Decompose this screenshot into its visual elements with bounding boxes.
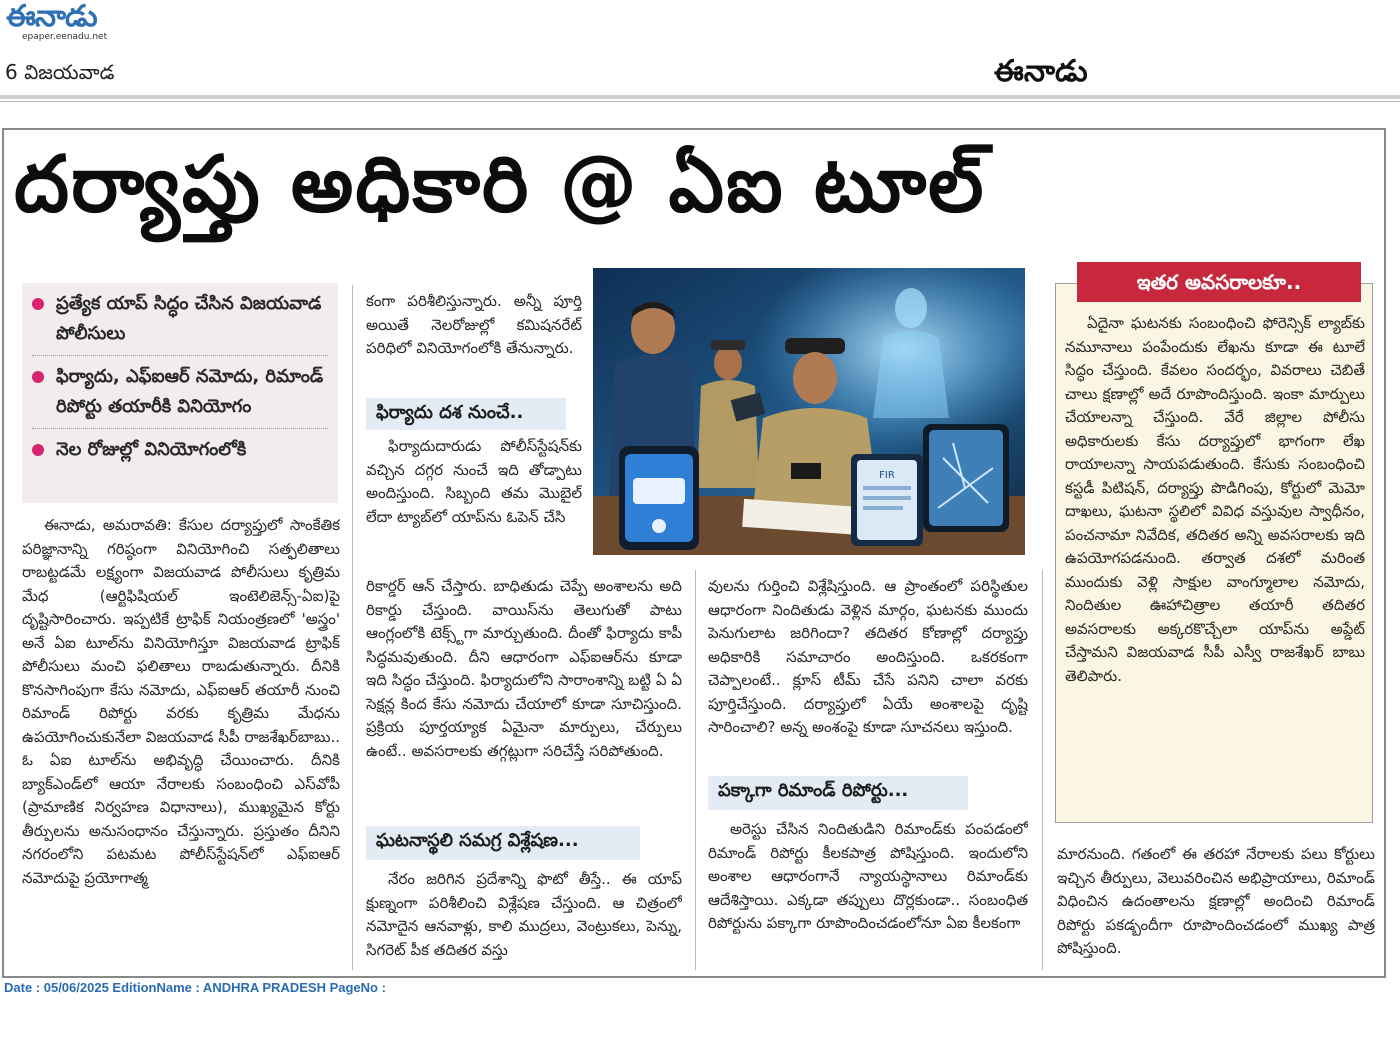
- highlight-item: ఫిర్యాదు, ఎఫ్ఐఆర్ నమోదు, రిమాండ్ రిపోర్టు తయారీకి వినియోగం: [32, 362, 328, 429]
- highlight-item: ప్రత్యేక యాప్ సిద్ధం చేసిన విజయవాడ పోలీసులు: [32, 289, 328, 356]
- article-column-2-last: నేరం జరిగిన ప్రదేశాన్ని ఫొటో తీస్తే.. ఈ యాప్ క్షుణ్నంగా పరిశీలించి విశ్లేషణ చేస్తుంది. ఆ చిత్రంలో నమోదైన ఆనవాళ్లు, కాలి ముద్రలు, వెంట్రుకలు, పెన్ను, సిగరెట్ పీక తదితర వస్తు: [366, 870, 682, 959]
- fir-screen-label: FIR: [879, 470, 895, 481]
- epaper-url[interactable]: epaper.eenadu.net: [22, 32, 108, 42]
- newspaper-masthead: ఈనాడు: [994, 54, 1088, 89]
- article-column-2-top: కంగా పరిశీలిస్తున్నారు. అన్నీ పూర్తి అయితే నెలరోజుల్లో కమిషనరేట్ పరిధిలో వినియోగంలోకి తేనున్నారు.: [366, 292, 582, 357]
- bullet-dot-icon: [32, 444, 44, 456]
- top-rule: [0, 95, 1400, 99]
- bullet-dot-icon: [32, 298, 44, 310]
- sidebar-text: ఏదైనా ఘటనకు సంబంధించి ఫోరెన్సిక్ ల్యాబ్‌కు నమూనాలు పంపేందుకు లేఖను కూడా ఈ టూలే సిద్ధం చేస్తుంది. కేవలం సందర్భం, వివరాలు చెబితే చాలు క్షణాల్లో అదే రూపొందిస్తుంది. ఇంకా మార్పులు చేయాలన్నా చేస్తుంది. వేరే జిల్లాల పోలీసు అధికారులకు కేసు దర్యాప్తులో భాగంగా లేఖ రాయాలన్నా సాయపడుతుంది. కేసుకు సంబంధించి కస్టడీ పిటిషన్, దర్యాప్తు పొడిగింపు, కోర్టులో మెమో దాఖలు, ఘటనా స్థలిలో వివిధ వస్తువుల స్వాధీనం, పంచనామా నివేదిక, తదితర అన్ని అవసరాలకు ఇది ఉపయోగపడనుంది. తర్వాత దశలో మరింత ముందుకు వెళ్లి సాక్షుల వాంగ్మూలాల నమోదు, నిందితుల ఊహాచిత్రాల తయారీ తదితర అవసరాలకు అక్కరకొచ్చేలా యాప్‌ను అప్డేట్ చేస్తామని విజయవాడ సీపీ ఎస్వీ రాజశేఖర్ బాబు తెలిపారు.: [1065, 314, 1365, 685]
- police-ai-illustration: [593, 268, 1025, 555]
- highlight-item: నెల రోజుల్లో వినియోగంలోకి: [32, 435, 328, 471]
- article-headline: దర్యాప్తు అధికారి @ ఏఐ టూల్: [14, 140, 986, 230]
- article-column-2-bottom: రికార్డర్ ఆన్ చేస్తారు. బాధితుడు చెప్పే అంశాలను అది రికార్డు చేస్తుంది. వాయిస్‌ను తెలుగుతో పాటు ఆంగ్లంలోకి టెక్స్ట్‌గా మార్చుతుంది. దీంతో ఫిర్యాదు కాపీ సిద్ధమవుతుంది. దీని ఆధారంగా ఎఫ్ఐఆర్‌ను కూడా ఇది సిద్ధం చేస్తుంది. ఫిర్యాదులోని సారాంశాన్ని బట్టి ఏ ఏ సెక్షన్ల కింద కేసు నమోదు చేయాలో కూడా సూచిస్తుంది. ప్రక్రియ పూర్తయ్యాక ఏమైనా మార్పులు, చేర్పులు ఉంటే.. అవసరాలకు తగ్గట్లుగా సరిచేస్తే సరిపోతుంది.: [366, 577, 682, 760]
- article-column-3-top: వులను గుర్తించి విశ్లేషిస్తుంది. ఆ ప్రాంతంలో పరిస్థితుల ఆధారంగా నిందితుడు వెళ్లిన మార్గం, ఘటనకు ముందు పెనుగులాట జరిగిందా? తదితర కోణాల్లో దర్యాప్తు అధికారికి సమాచారం అందిస్తుంది. ఒకరకంగా చెప్పాలంటే.. క్లూస్ టీమ్ చేసే పనిని చాలా వరకు పూర్తిచేస్తుంది. దర్యాప్తులో ఏయే అంశాలపై దృష్టి సారించాలి? అన్న అంశంపై కూడా సూచనలు ఇస్తుంది.: [708, 577, 1028, 736]
- article-column-1: ఈనాడు, అమరావతి: కేసుల దర్యాప్తులో సాంకేతిక పరిజ్ఞానాన్ని గరిష్ఠంగా వినియోగించి సత్ఫలితాలు రాబట్టడమే లక్ష్యంగా విజయవాడ పోలీసులు కృత్రిమ మేధ (ఆర్టిఫిషియల్ ఇంటెలిజెన్స్-ఏఐ)పై దృష్టిసారించారు. ఇప్పటికే ట్రాఫిక్ నియంత్రణలో 'అస్త్రం' అనే ఏఐ టూల్‌ను వినియోగిస్తూ విజయవాడ ట్రాఫిక్ పోలీసులు మంచి ఫలితాలు రాబడుతున్నారు. దీనికి కొనసాగింపుగా కేసు నమోదు, ఎఫ్ఐఆర్ తయారీ నుంచి రిమాండ్ రిపోర్టు వరకు కృత్రిమ మేధను ఉపయోగించుకునేలా విజయవాడ సీపీ రాజశేఖర్‌బాబు.. ఓ ఏఐ టూల్‌ను అభివృద్ధి చేయించారు. దీనికి బ్యాక్‌ఎండ్‌లో ఆయా నేరాలకు సంబంధించి ఎస్‌వోపీ (ప్రామాణిక నిర్వహణ విధానాలు), ముఖ్యమైన కోర్టు తీర్పులను అనుసంధానం చేస్తున్నారు. ప్రస్తుతం దీనిని నగరంలోని పటమట పోలీస్‌స్టేషన్‌లో ఎఫ్ఐఆర్ నమోదుపై ప్రయోగాత్మ: [22, 516, 340, 887]
- article-column-2-mid: ఫిర్యాదుదారుడు పోలీస్‌స్టేషన్‌కు వచ్చిన దగ్గర నుంచే ఇది తోడ్పాటు అందిస్తుంది. సిబ్బంది తమ మొబైల్ లేదా ట్యాబ్‌లో యాప్‌ను ఓపెన్ చేసి: [366, 437, 582, 526]
- edition-footer: Date : 05/06/2025 EditionName : ANDHRA PRADESH PageNo :: [4, 980, 386, 995]
- article-column-4-bottom: మారనుంది. గతంలో ఈ తరహా నేరాలకు పలు కోర్టులు ఇచ్చిన తీర్పులు, వెలువరించిన అభిప్రాయాలు, రిమాండ్ విధించిన ఉదంతాలను క్షణాల్లో అందించి రిమాండ్ రిపోర్టు పకడ్బందీగా రూపొందించడంలో ముఖ్య పాత్ర పోషిస్తుంది.: [1057, 845, 1375, 957]
- page-number-city: 6 విజయవాడ: [5, 60, 115, 84]
- subheading-crime-scene-analysis: ఘటనాస్థలి సమగ్ర విశ్లేషణ...: [366, 826, 640, 860]
- subheading-remand-report: పక్కాగా రిమాండ్ రిపోర్టు...: [708, 776, 968, 810]
- column-divider: [352, 285, 353, 970]
- sidebar-title: ఇతర అవసరాలకూ..: [1077, 262, 1361, 302]
- eenadu-logo[interactable]: ఈనాడు: [6, 0, 97, 34]
- top-rule-thin: [0, 101, 1400, 102]
- column-divider: [1042, 570, 1043, 970]
- column-divider: [695, 570, 696, 970]
- bullet-dot-icon: [32, 371, 44, 383]
- subheading-complaint-stage: ఫిర్యాదు దశ నుంచే..: [366, 398, 566, 430]
- highlights-box: [22, 283, 338, 503]
- article-column-3-bottom: అరెస్టు చేసిన నిందితుడిని రిమాండ్‌కు పంపడంలో రిమాండ్ రిపోర్టు కీలకపాత్ర పోషిస్తుంది. ఇందులోని అంశాల ఆధారంగానే న్యాయస్థానాలు రిమాండ్‌కు ఆదేశిస్తాయి. ఎక్కడా తప్పులు దొర్లకుండా.. సంబంధిత రిపోర్టును పక్కాగా రూపొందించడంలోనూ ఏఐ కీలకంగా: [708, 820, 1028, 932]
